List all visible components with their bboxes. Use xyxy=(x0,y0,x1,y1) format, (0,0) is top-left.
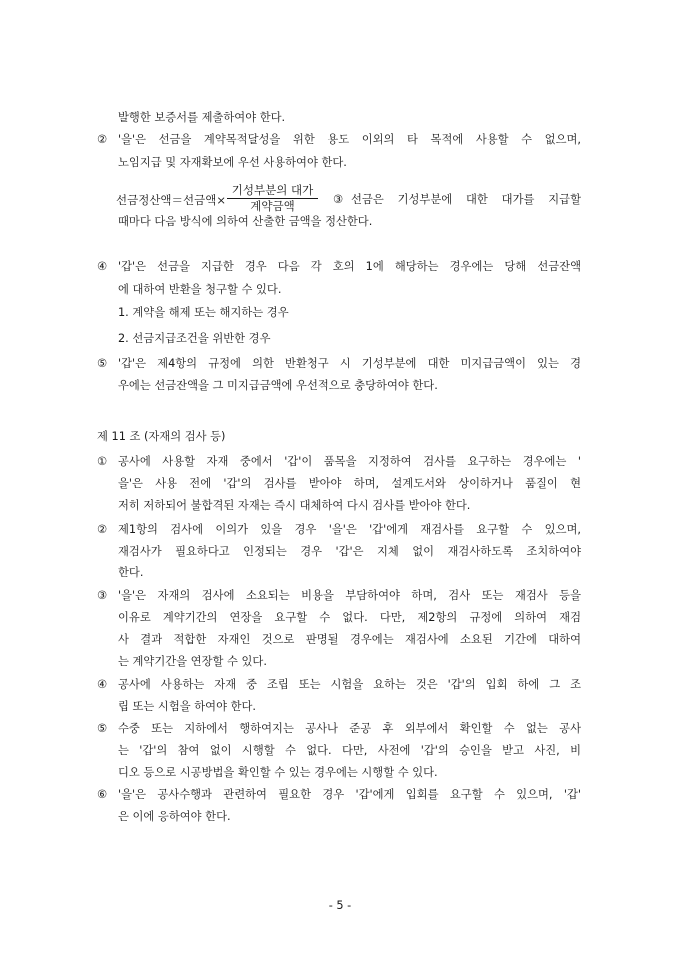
formula-denominator: 계약금액 xyxy=(250,199,295,213)
paragraph-3-marker: ③ xyxy=(333,193,344,206)
clause-3-line-3: 사 결과 적합한 자재인 것으로 판명될 경우에는 재검사에 소요된 기간에 대하여 xyxy=(118,633,581,646)
clause-3-marker: ③ xyxy=(97,589,108,602)
clause-5-line-1: 수중 또는 지하에서 행하여지는 공사나 준공 후 외부에서 확인할 수 없는 공사 xyxy=(118,722,581,735)
clause-1-line-1: 공사에 사용할 자재 중에서 '갑'이 품목을 지정하여 검사를 요구하는 경우에는 ' xyxy=(118,455,581,468)
clause-3-line-4: 는 계약기간을 연장할 수 있다. xyxy=(118,655,267,668)
paragraph-3-line-2: 때마다 다음 방식에 의하여 산출한 금액을 정산한다. xyxy=(118,215,373,228)
paragraph-4-line-1: '갑'은 선금을 지급한 경우 다음 각 호의 1에 해당하는 경우에는 당해 선금잔액 xyxy=(118,260,581,273)
paragraph-5-line-2: 우에는 선금잔액을 그 미지급금액에 우선적으로 충당하여야 한다. xyxy=(118,379,438,392)
clause-2-line-2: 재검사가 필요하다고 인정되는 경우 '갑'은 지체 없이 재검사하도록 조치하여야 xyxy=(118,545,581,558)
paragraph-5-line-1: '갑'은 제4항의 규정에 의한 반환청구 시 기성부분에 대한 미지급금액이 있는 경 xyxy=(118,357,581,370)
paragraph-3-line-1: 선금은 기성부분에 대한 대가를 지급할 xyxy=(351,193,581,206)
formula-numerator: 기성부분의 대가 xyxy=(231,183,314,197)
clause-1-line-3: 저히 저하되어 불합격된 자재는 즉시 대체하여 다시 검사를 받아야 한다. xyxy=(118,499,471,512)
paragraph-4-item-2: 2. 선금지급조건을 위반한 경우 xyxy=(118,332,271,345)
paragraph-continuation: 발행한 보증서를 제출하여야 한다. xyxy=(118,111,286,124)
clause-6-marker: ⑥ xyxy=(97,788,108,801)
clause-5-line-3: 디오 등으로 시공방법을 확인할 수 있는 경우에는 시행할 수 있다. xyxy=(118,766,438,779)
clause-6-line-1: '을'은 공사수행과 관련하여 필요한 경우 '갑'에게 입회를 요구할 수 있으며, '갑' xyxy=(118,788,581,801)
clause-5-marker: ⑤ xyxy=(97,722,108,735)
page-number: - 5 - xyxy=(328,899,352,912)
clause-2-marker: ② xyxy=(97,523,108,536)
clause-5-line-2: 는 '갑'의 참여 없이 시행할 수 없다. 다만, 사전에 '갑'의 승인을 받고 사진, 비 xyxy=(118,744,581,757)
formula-lhs: 선금정산액＝선금액× xyxy=(116,193,227,207)
paragraph-2-line-1: '을'은 선금을 계약목적달성을 위한 용도 이외의 타 목적에 사용할 수 없으며, xyxy=(118,133,581,146)
clause-6-line-2: 은 이에 응하여야 한다. xyxy=(118,810,231,823)
formula-fraction xyxy=(227,183,318,213)
clause-1-marker: ① xyxy=(97,455,108,468)
paragraph-2-line-2: 노임지급 및 자재확보에 우선 사용하여야 한다. xyxy=(118,156,347,169)
paragraph-4-line-2: 에 대하여 반환을 청구할 수 있다. xyxy=(118,283,282,296)
paragraph-4-item-1: 1. 계약을 해제 또는 해지하는 경우 xyxy=(118,306,289,319)
clause-1-line-2: 을'은 사용 전에 '갑'의 검사를 받아야 하며, 설계도서와 상이하거나 품질이 현 xyxy=(118,477,581,490)
clause-4-marker: ④ xyxy=(97,678,108,691)
clause-4-line-1: 공사에 사용하는 자재 중 조립 또는 시험을 요하는 것은 '갑'의 입회 하에 그 조 xyxy=(118,678,581,691)
clause-4-line-2: 립 또는 시험을 하여야 한다. xyxy=(118,700,256,713)
clause-3-line-2: 이유로 계약기간의 연장을 요구할 수 없다. 다만, 제2항의 규정에 의하여 재검 xyxy=(118,611,581,624)
article-11-heading: 제 11 조 (자재의 검사 등) xyxy=(97,430,226,443)
clause-3-line-1: '을'은 자재의 검사에 소요되는 비용을 부담하여야 하며, 검사 또는 재검사 등을 xyxy=(118,589,581,602)
clause-2-line-1: 제1항의 검사에 이의가 있을 경우 '을'은 '갑'에게 재검사를 요구할 수 있으며, xyxy=(118,523,581,536)
paragraph-2-marker: ② xyxy=(97,133,108,146)
paragraph-4-marker: ④ xyxy=(97,260,108,273)
paragraph-5-marker: ⑤ xyxy=(97,357,108,370)
clause-2-line-3: 한다. xyxy=(118,566,144,579)
